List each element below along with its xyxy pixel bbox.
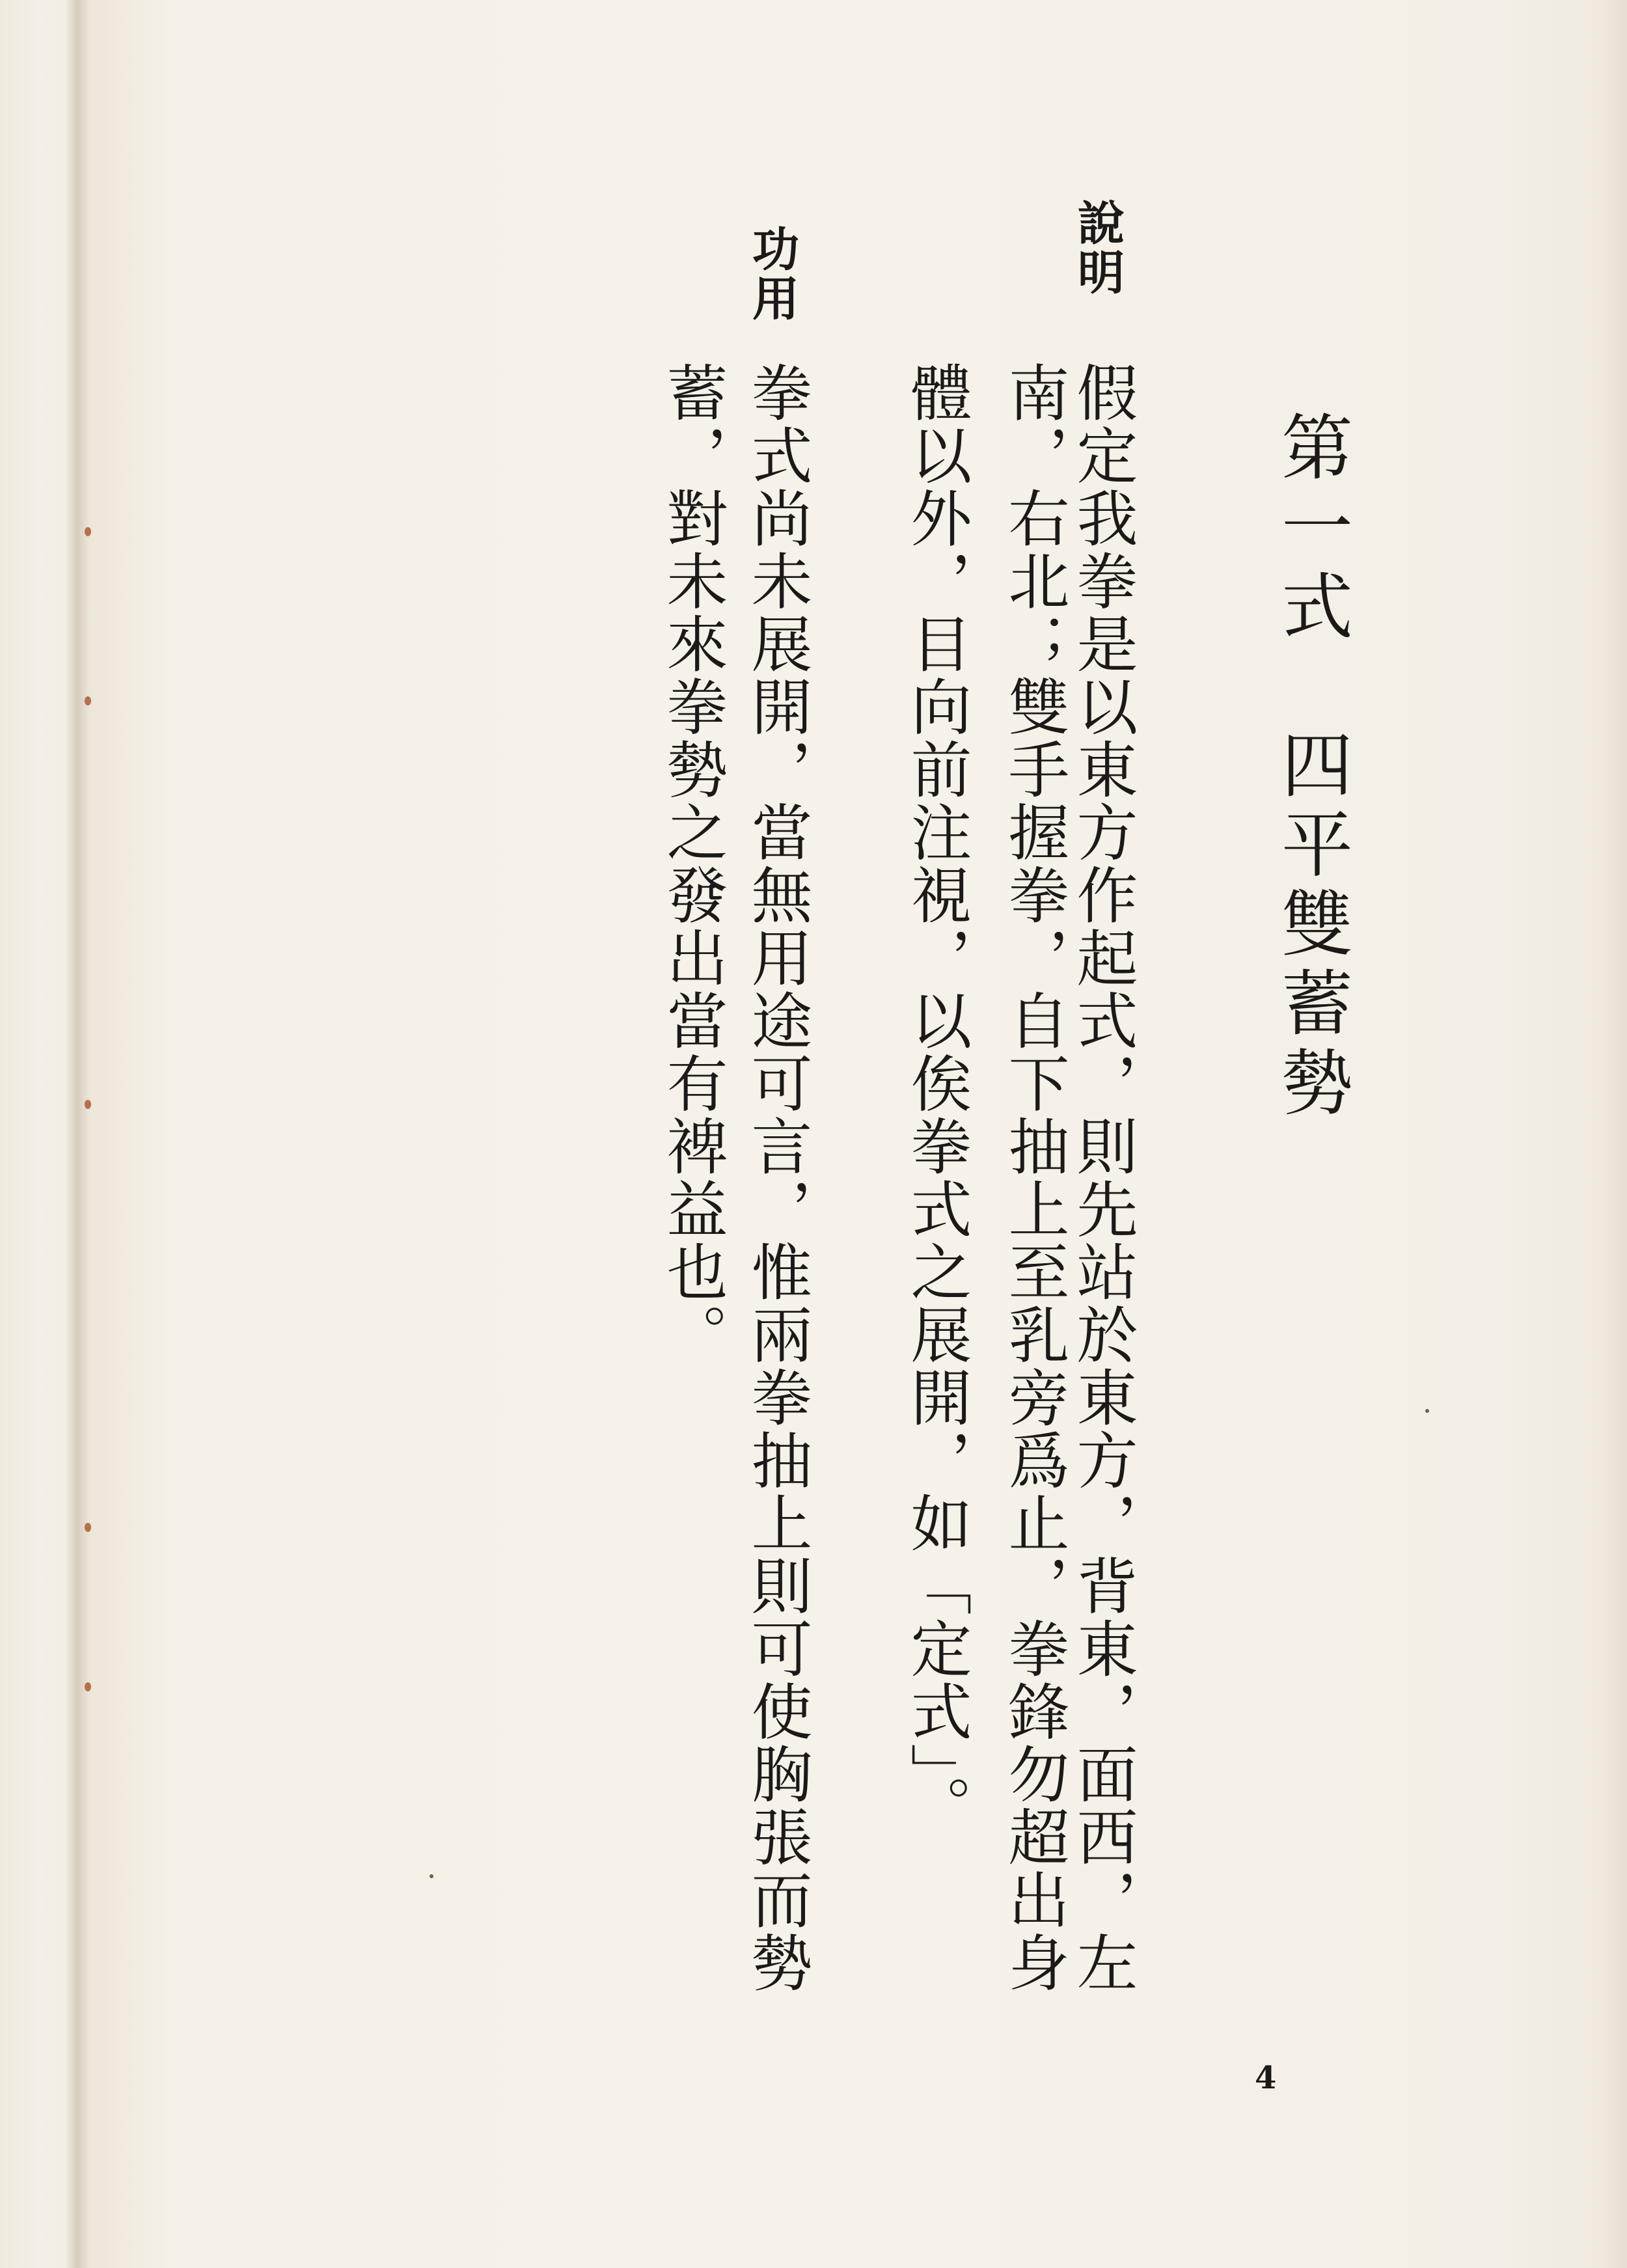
explanation-line-3: 體以外，目向前注視，以俟拳式之展開，如「定式」。 <box>900 361 971 1838</box>
paper-speck <box>430 1874 433 1878</box>
binding-stitch <box>85 696 91 705</box>
page-title: 第一式 四平雙蓄勢 <box>1270 410 1353 1125</box>
binding-stitch <box>85 527 91 536</box>
section-label-function: 功用 <box>745 225 799 323</box>
function-line-1: 拳式尚未展開，當無用途可言，惟兩拳抽上則可使胸張而勢 <box>741 361 812 1994</box>
binding-stitch <box>85 1523 91 1532</box>
explanation-line-1: 假定我拳是以東方作起式，則先站於東方，背東，面西，左 <box>1066 361 1137 1994</box>
section-label-explanation: 說明 <box>1070 198 1125 297</box>
function-line-2: 蓄，對未來拳勢之發出當有裨益也。 <box>656 361 727 1366</box>
binding-stitch <box>85 1682 91 1691</box>
explanation-line-2: 南，右北；雙手握拳，自下抽上至乳旁爲止，拳鋒勿超出身 <box>998 361 1069 1994</box>
binding-stitch <box>85 1100 91 1109</box>
spine-fold <box>65 0 91 2268</box>
page-number: 4 <box>1255 2060 1277 2096</box>
paper-speck <box>1425 1409 1429 1413</box>
